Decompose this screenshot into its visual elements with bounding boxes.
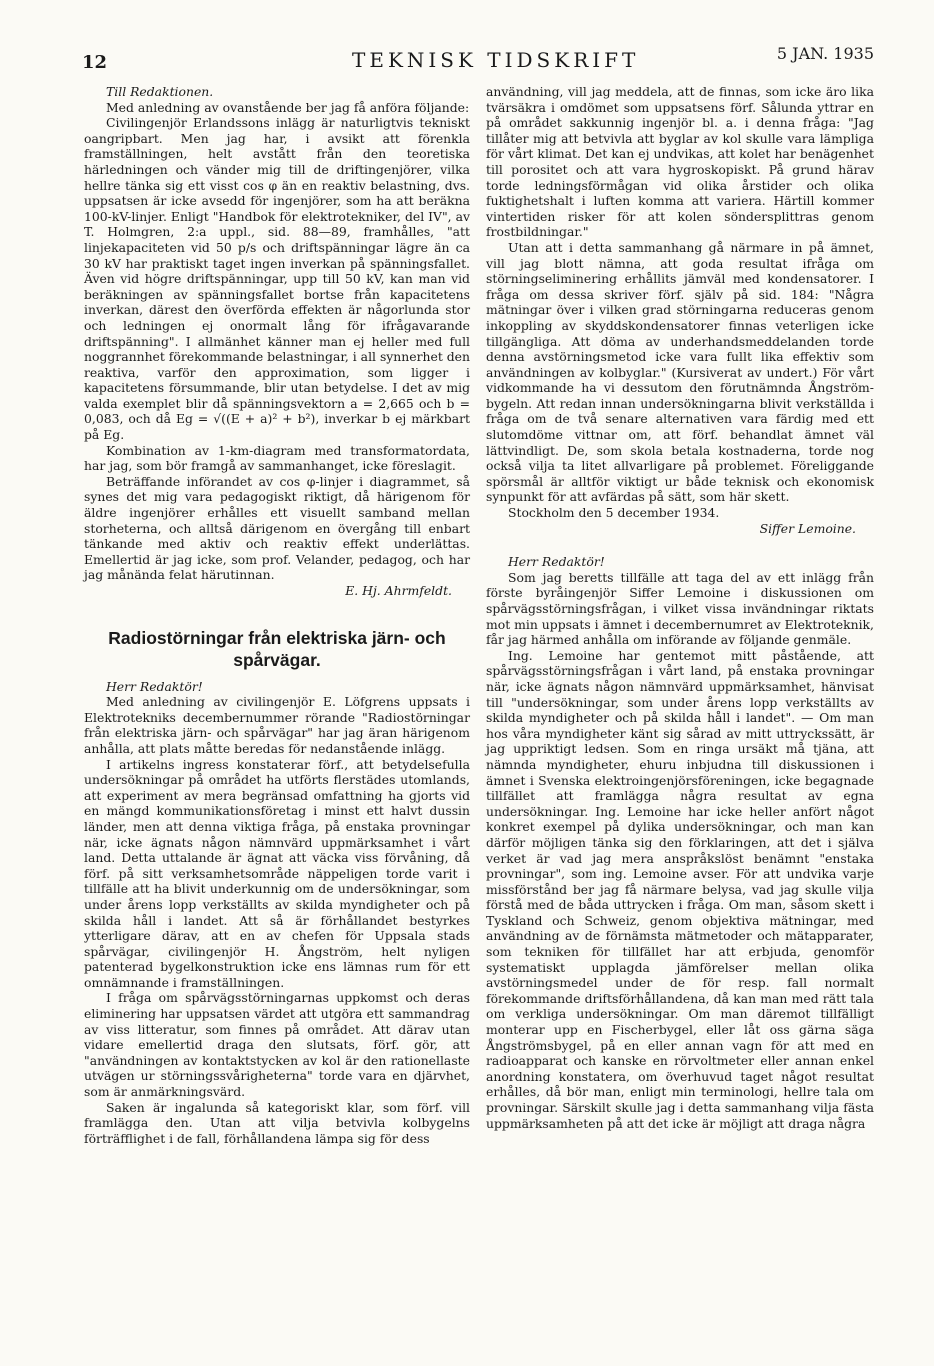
paragraph: Beträffande införandet av cos φ-linjer i diagrammet, så synes det mig vara pedagogiskt riktigt, då härigenom för äldre ingenjörer erhålles ett visuellt samband mellan storheterna, och alltså därigenom en övergång till enbart tänkande med aktiv och reaktiv effekt underlättas. Emellertid är jag icke, som prof. Velander, pedagog, och har jag månända felat härutinnan. — [84, 473, 470, 583]
paragraph: Med anledning av civilingenjör E. Löfgrens uppsats i Elektrotekniks decembernummer rörande "Radiostörningar från elektriska järn- och spårvägar" har jag äran härigenom anhålla, att plats måtte beredas för nedanstående inlägg. — [84, 694, 470, 756]
paragraph: användning, vill jag meddela, att de finnas, som icke äro lika tvärsäkra i omdömet som uppsatsens förf. Sålunda yttrar en på området sakkunnig ingenjör bl. a. i denna fråga: "Jag tillåter mig att betvivla att byglar av kol skulle vara lämpliga för vårt klimat. Det kan ej undvikas, att kolet har benägenhet till porositet och att vara hygroskopiskt. På grund härav torde ledningsförmågan vid olika årstider och olika fuktighetshalt i luften komma att variera. Härtill kommer vintertiden risker för att kolen söndersplittras genom frostbildningar." — [486, 84, 874, 240]
paragraph: I artikelns ingress konstaterar förf., att betydelsefulla undersökningar på området ha utförts flerstädes utomlands, att experiment av mera begränsad omfattning ha gjorts vid en mängd kommunikationsföretag i minst ett halvt dussin länder, men att denna viktiga fråga, på enstaka provningar när, icke ägnats någon nämnvärd uppmärksamhet i vårt land. Detta uttalande är ägnat att väcka viss förvåning, då förf. på sitt verksamhetsområde näppeligen torde varit i tillfälle att ha blivit underkunnig om de undersökningar, som under årens lopp verkställts av skilda myndigheter och på skilda håll i landet. Att så är förhållandet bestyrkes ytterligare därav, att en av chefen för Uppsala stads spårvägar, civilingenjör H. Ångström, helt nyligen patenterad bygelkonstruktion icke ens lämnas rum för ett omnämnande i framställningen. — [84, 756, 470, 990]
paragraph: Som jag beretts tillfälle att taga del av ett inlägg från förste byråingenjör Siffer Lemoine i diskussionen om spårvägsstörningsfrågan, i vilket vissa invändningar riktats mot min uppsats i ämnet i decembernumret av Elektroteknik, får jag härmed anhålla om införande av följande genmäle. — [486, 569, 874, 648]
page-header — [82, 44, 874, 74]
spacer — [486, 536, 874, 554]
paragraph: Saken är ingalunda så kategoriskt klar, som förf. vill framlägga den. Utan att vilja betvivla kolbygelns förträfflighet i de fall, förhållandena lämpa sig för dess — [84, 1099, 470, 1146]
letter-signature: Siffer Lemoine. — [759, 520, 856, 536]
issue-date: 5 JAN. 1935 — [776, 44, 874, 63]
letter-salutation: Till Redaktionen. — [106, 84, 214, 99]
paragraph: Utan att i detta sammanhang gå närmare in på ämnet, vill jag blott nämna, att goda resultat ifråga om störningseliminering erhållits jämväl med kondensatorer. I fråga om dessa skriver förf. själv på sid. 184: "Några mätningar över i vilken grad störningarna reduceras genom inkoppling av skyddskondensatorer finnas veterligen icke tillgängliga. Att döma av underhandsmeddelanden torde denna avstörningsmetod icke vara fullt lika effektiv som användningen av kolbyglar." (Kursiverat av undert.) För vårt vidkommande ha vi dessutom den förutnämnda Ångström-bygeln. Att redan innan undersökningarna blivit verkställda i fråga om de två senare alternativen vara färdig med ett slutomdöme vittnar om, att förf. behandlat ämnet väl lättvindligt. De, som skola betala kostnaderna, torde nog också vilja ta litet allvarligare på problemet. Föreliggande spörsmål är alltför viktigt ur både teknisk och ekonomisk synpunkt för att avfärdas på sätt, som här skett. — [486, 239, 874, 505]
paragraph: Kombination av 1-km-diagram med transformatordata, har jag, som bör framgå av sammanhanget, icke föreslagit. — [84, 442, 470, 474]
letter-signature: E. Hj. Ahrmfeldt. — [345, 583, 452, 598]
left-column — [84, 84, 470, 1146]
page-number: 12 — [82, 52, 108, 73]
paragraph: Med anledning av ovanstående ber jag få anföra följande: — [106, 99, 470, 115]
paragraph: Ing. Lemoine har gentemot mitt påstående, att spårvägsstörningsfrågan i vårt land, på enstaka provningar när, icke ägnats någon nämnvärd uppmärksamhet, hänvisat till "undersökningar, som under årens lopp verkställts av skilda myndigheter och på skilda håll i landet". — Om man hos våra myndigheter känt sig sårad av mitt uttryckssätt, är jag uppriktigt ledsen. Som en ringa ursäkt må tjäna, att nämnda myndigheter, ehuru inbjudna till diskussionen i ämnet i Svenska elektroingenjörsföreningen, icke begagnade tillfället att framlägga några resultat av egna undersökningar. Ing. Lemoine har icke heller anfört något konkret exempel på dylika undersökningar, och man kan därför möjligen tänka sig den förklaringen, att det i själva verket är vad jag mera anspråkslöst benämnt "enstaka provningar", som ing. Lemoine avser. För att undvika varje missförstånd ber jag få närmare belysa, vad jag skulle vilja förstå med de båda uttrycken i fråga. Om man, såsom skett i Tyskland och Schweiz, genom objektiva mätningar, med användning av de förnämsta mätmetoder och mätapparater, som tekniken för tillfället har att erbjuda, genomför systematiskt upplagda jämförelser mellan olika avstörningsmedel under de för resp. fall normalt förekommande driftsförhållandena, då kan man med rätt tala om verkliga undersökningar. Om man däremot tillfälligt monterar upp en Fischerbygel, eller låt oss gärna säga Ångströmsbygel, på en eller annan vagn för att med en radioapparat och kanske en rörvoltmeter eller annan enkel anordning konstatera, om överhuvud taget något resultat erhålles, då bör man, enligt min terminologi, hellre tala om provningar. Särskilt skulle jag i detta sammanhang vilja fästa uppmärksamheten på att det icke är möjligt att draga några — [486, 647, 874, 1131]
journal-title: TEKNISK TIDSKRIFT — [352, 48, 640, 72]
reply-salutation: Herr Redaktör! — [508, 554, 605, 570]
article-title: Radiostörningar från elektriska järn- och spårvägar. — [108, 627, 446, 670]
right-column — [486, 84, 874, 1131]
paragraph: Civilingenjör Erlandssons inlägg är naturligtvis tekniskt oangripbart. Men jag har, i avsikt att förenkla framställningen, helt avstått från den teoretiska härledningen och vänder mig till de driftingenjörer, vilka hellre tänka sig ett visst cos φ än en reaktiv belastning, dvs. uppsatsen är icke avsedd för ingenjörer, som ha att beräkna 100-kV-linjer. Enligt "Handbok för elektrotekniker, del IV", av T. Holmgren, 2:a uppl., sid. 88—89, framhålles, "att linjekapaciteten vid 50 p/s och driftspänningar lägre än ca 30 kV har praktiskt taget ingen inverkan på spänningsfallet. Även vid högre driftspänningar, upp till 50 kV, kan man vid beräkningen av spänningsfallet bortse från kapacitetens inverkan, därest den överförda effekten är någorlunda stor och ledningen ej onormalt lång för ifrågavarande driftspänning". I allmänhet känner man ej heller med full noggrannhet förekommande belastningar, i all synnerhet den reaktiva, varför den approximation, som ligger i kapacitetens försummande, blir utan betydelse. I det av mig valda exemplet blir då spänningsvektorn a = 2,665 och b = 0,083, och då Eg = √((E + a)² + b²), inverkar b ej märkbart på Eg. — [84, 115, 470, 443]
article-salutation: Herr Redaktör! — [106, 678, 203, 694]
date-line: Stockholm den 5 december 1934. — [508, 505, 720, 521]
paragraph: I fråga om spårvägsstörningarnas uppkomst och deras eliminering har uppsatsen värdet att utgöra ett sammandrag av viss litteratur, som finnes på området. Att därav utan vidare emellertid draga den slutsats, förf. gör, att "användningen av kontaktstycken av kol är den rationellaste utvägen ur störningssvårigheterna" torde vara en djärvhet, som är anmärkningsvärd. — [84, 990, 470, 1100]
